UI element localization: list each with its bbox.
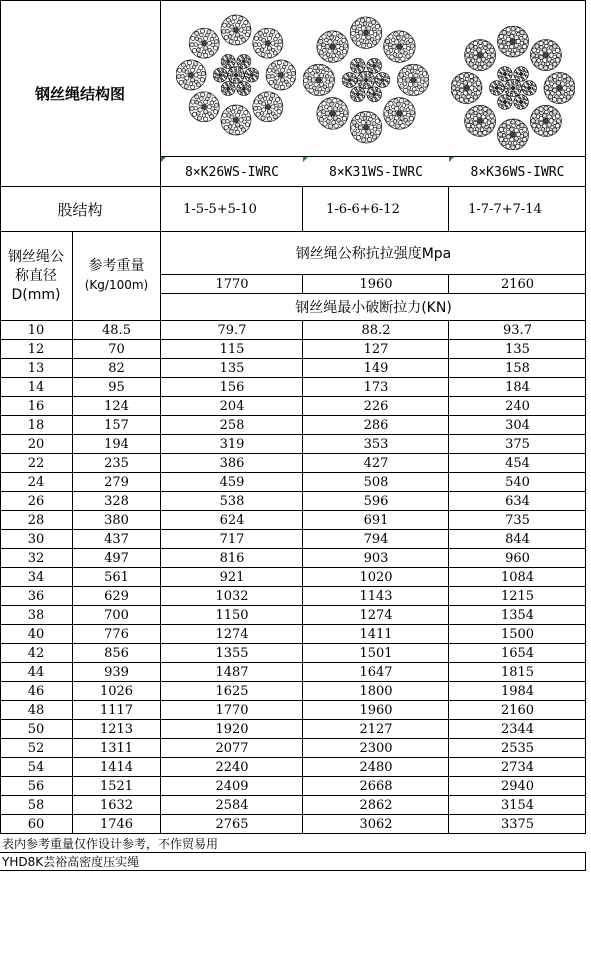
force-2160-cell: 304 <box>505 418 530 433</box>
weight-cell: 1521 <box>99 779 134 794</box>
force-2160-cell: 2160 <box>500 703 535 718</box>
diameter-cell: 22 <box>27 456 45 471</box>
diameter-cell: 12 <box>27 342 45 357</box>
diameter-cell: 36 <box>27 589 45 604</box>
diameter-cell: 54 <box>27 760 45 775</box>
diameter-cell: 16 <box>27 399 45 414</box>
force-1960-cell: 1501 <box>359 646 393 661</box>
force-1770-cell: 258 <box>219 418 245 433</box>
weight-cell: 1213 <box>99 722 134 737</box>
weight-cell: 497 <box>104 551 129 566</box>
force-2160-cell: 158 <box>505 361 530 376</box>
force-2160-cell: 375 <box>505 437 530 452</box>
force-2160-cell: 1654 <box>500 646 535 661</box>
diameter-header-line2: 称直径 <box>15 267 57 284</box>
force-1960-cell: 353 <box>363 437 389 452</box>
diameter-cell: 48 <box>27 703 45 718</box>
force-1960-cell: 2300 <box>359 741 393 756</box>
weight-header-line2: (Kg/100m) <box>84 278 149 292</box>
force-1770-cell: 1625 <box>215 684 249 699</box>
weight-cell: 939 <box>104 665 129 680</box>
tensile-strength-header: 钢丝绳公称抗拉强度Mpa <box>295 246 452 262</box>
grade-1960: 1960 <box>359 276 393 292</box>
force-1960-cell: 286 <box>363 418 389 433</box>
force-1770-cell: 79.7 <box>217 323 247 338</box>
force-1960-cell: 2480 <box>359 760 393 775</box>
force-1960-cell: 1960 <box>359 703 393 718</box>
weight-cell: 1117 <box>99 703 134 718</box>
diameter-header-line1: 钢丝绳公 <box>8 248 64 265</box>
weight-cell: 157 <box>104 418 129 433</box>
force-2160-cell: 735 <box>505 513 530 528</box>
force-2160-cell: 1984 <box>500 684 535 699</box>
force-1770-cell: 1150 <box>215 608 249 623</box>
rope-label-k36: 8×K36WS-IWRC <box>470 164 565 180</box>
diameter-header-line3: D(mm) <box>11 286 61 303</box>
product-name: YHD8K芸裕高密度压实绳 <box>2 855 140 869</box>
force-2160-cell: 2940 <box>500 779 535 794</box>
force-1960-cell: 596 <box>363 494 389 509</box>
weight-cell: 235 <box>104 456 129 471</box>
force-2160-cell: 540 <box>505 475 530 490</box>
force-1960-cell: 691 <box>363 513 389 528</box>
force-2160-cell: 960 <box>505 551 530 566</box>
force-1770-cell: 1920 <box>215 722 249 737</box>
diameter-cell: 44 <box>27 665 45 680</box>
diameter-cell: 50 <box>27 722 45 737</box>
force-1960-cell: 427 <box>363 456 389 471</box>
diameter-cell: 60 <box>27 817 45 832</box>
force-1770-cell: 1355 <box>215 646 249 661</box>
force-1960-cell: 88.2 <box>361 323 391 338</box>
force-1770-cell: 156 <box>219 380 245 395</box>
diameter-cell: 28 <box>27 513 45 528</box>
weight-cell: 856 <box>104 646 129 661</box>
force-1770-cell: 624 <box>219 513 245 528</box>
weight-cell: 279 <box>104 475 129 490</box>
diameter-cell: 40 <box>27 627 45 642</box>
force-2160-cell: 184 <box>505 380 530 395</box>
force-2160-cell: 844 <box>505 532 530 547</box>
force-1960-cell: 1800 <box>359 684 393 699</box>
force-1770-cell: 386 <box>219 456 245 471</box>
rope-label-k26: 8×K26WS-IWRC <box>185 164 279 180</box>
force-2160-cell: 1815 <box>500 665 535 680</box>
weight-cell: 48.5 <box>102 323 131 338</box>
force-1960-cell: 3062 <box>359 817 393 832</box>
force-2160-cell: 135 <box>505 342 530 357</box>
force-2160-cell: 93.7 <box>503 323 532 338</box>
rope-diagram-k26 <box>176 12 296 138</box>
diameter-cell: 56 <box>27 779 45 794</box>
weight-cell: 1311 <box>99 741 134 756</box>
diameter-cell: 18 <box>27 418 45 433</box>
weight-cell: 70 <box>108 342 125 357</box>
weight-cell: 1414 <box>99 760 134 775</box>
force-2160-cell: 454 <box>505 456 530 471</box>
diameter-cell: 34 <box>27 570 45 585</box>
weight-cell: 561 <box>104 570 129 585</box>
weight-cell: 95 <box>108 380 125 395</box>
weight-cell: 124 <box>104 399 129 414</box>
diameter-cell: 42 <box>27 646 45 661</box>
force-2160-cell: 1354 <box>500 608 535 623</box>
weight-cell: 194 <box>104 437 129 452</box>
rope-diagram-k31 <box>303 14 429 146</box>
force-1960-cell: 903 <box>363 551 389 566</box>
diameter-cell: 52 <box>27 741 45 756</box>
force-1770-cell: 1487 <box>215 665 249 680</box>
force-1770-cell: 921 <box>219 570 245 585</box>
force-1960-cell: 1143 <box>359 589 393 604</box>
weight-disclaimer: 表内参考重量仅作设计参考，不作贸易用 <box>2 837 219 851</box>
diameter-cell: 30 <box>27 532 45 547</box>
force-1770-cell: 2765 <box>215 817 249 832</box>
diameter-cell: 32 <box>27 551 45 566</box>
diameter-cell: 13 <box>27 361 45 376</box>
force-1960-cell: 508 <box>363 475 389 490</box>
strand-structure-k36: 1-7-7+7-14 <box>468 201 542 217</box>
force-2160-cell: 1500 <box>500 627 535 642</box>
diameter-header <box>0 232 72 320</box>
force-1770-cell: 1770 <box>215 703 249 718</box>
force-1960-cell: 2862 <box>359 798 393 813</box>
weight-cell: 1632 <box>99 798 134 813</box>
force-1960-cell: 173 <box>363 380 389 395</box>
force-1960-cell: 1274 <box>359 608 393 623</box>
force-1770-cell: 2240 <box>215 760 249 775</box>
force-1770-cell: 717 <box>219 532 245 547</box>
force-2160-cell: 1084 <box>500 570 535 585</box>
diameter-cell: 14 <box>27 380 45 395</box>
force-1960-cell: 149 <box>363 361 389 376</box>
force-1770-cell: 2584 <box>215 798 249 813</box>
force-1960-cell: 1020 <box>359 570 393 585</box>
force-2160-cell: 2344 <box>500 722 535 737</box>
rope-diagram-k36 <box>451 26 575 150</box>
weight-cell: 437 <box>104 532 129 547</box>
force-1770-cell: 204 <box>219 399 245 414</box>
diameter-cell: 26 <box>27 494 45 509</box>
diameter-cell: 20 <box>27 437 45 452</box>
diameter-cell: 46 <box>27 684 45 699</box>
force-1770-cell: 135 <box>219 361 245 376</box>
rope-label-k31: 8×K31WS-IWRC <box>329 164 423 180</box>
grade-2160: 2160 <box>500 276 535 292</box>
force-1770-cell: 459 <box>219 475 245 490</box>
force-1960-cell: 2127 <box>359 722 393 737</box>
weight-cell: 629 <box>104 589 129 604</box>
strand-structure-title: 股结构 <box>57 200 103 219</box>
grade-1770: 1770 <box>215 276 249 292</box>
weight-header <box>73 232 160 320</box>
strand-structure-k31: 1-6-6+6-12 <box>326 201 400 217</box>
diameter-cell: 10 <box>27 323 45 338</box>
force-1770-cell: 115 <box>219 342 245 357</box>
force-2160-cell: 240 <box>505 399 530 414</box>
force-2160-cell: 3154 <box>500 798 535 813</box>
force-2160-cell: 2734 <box>500 760 535 775</box>
force-1770-cell: 1274 <box>215 627 249 642</box>
diameter-cell: 58 <box>27 798 45 813</box>
force-1770-cell: 816 <box>219 551 245 566</box>
weight-cell: 328 <box>104 494 129 509</box>
force-1770-cell: 2409 <box>215 779 249 794</box>
weight-cell: 82 <box>108 361 125 376</box>
force-2160-cell: 634 <box>505 494 530 509</box>
sheet-title: 钢丝绳结构图 <box>34 84 125 103</box>
weight-cell: 700 <box>104 608 129 623</box>
force-1770-cell: 2077 <box>215 741 249 756</box>
force-2160-cell: 2535 <box>500 741 535 756</box>
force-1960-cell: 226 <box>363 399 389 414</box>
force-1770-cell: 319 <box>219 437 245 452</box>
breaking-force-header: 钢丝绳最小破断拉力(KN) <box>295 300 452 316</box>
diameter-cell: 24 <box>27 475 45 490</box>
force-1960-cell: 794 <box>363 532 389 547</box>
force-1960-cell: 1647 <box>359 665 393 680</box>
force-2160-cell: 3375 <box>500 817 535 832</box>
force-1770-cell: 1032 <box>215 589 249 604</box>
weight-cell: 1026 <box>99 684 134 699</box>
force-1960-cell: 2668 <box>359 779 393 794</box>
force-1960-cell: 1411 <box>359 627 393 642</box>
force-1960-cell: 127 <box>363 342 389 357</box>
strand-structure-k26: 1-5-5+5-10 <box>183 201 257 217</box>
weight-header-line1: 参考重量 <box>88 258 145 274</box>
force-1770-cell: 538 <box>219 494 245 509</box>
weight-cell: 380 <box>104 513 129 528</box>
force-2160-cell: 1215 <box>500 589 535 604</box>
weight-cell: 1746 <box>99 817 134 832</box>
weight-cell: 776 <box>104 627 129 642</box>
diameter-cell: 38 <box>27 608 45 623</box>
